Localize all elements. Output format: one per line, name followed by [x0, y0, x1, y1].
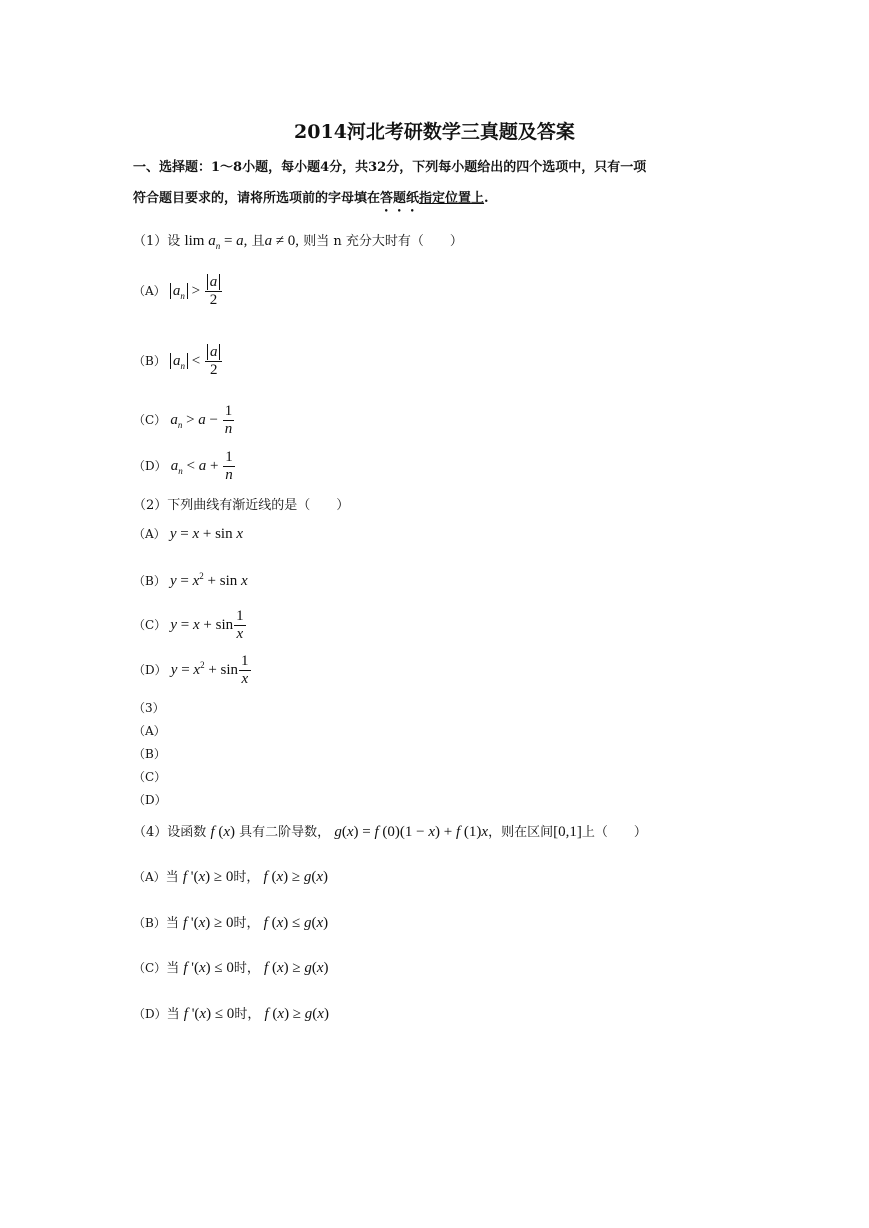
q3-option-c: （C）	[133, 770, 167, 784]
option-label: （D）	[133, 458, 167, 473]
question-1-stem-text: 设	[167, 234, 181, 249]
time-text: 时，	[233, 961, 260, 976]
q4-a-result: f (x) ≥ g(x)	[263, 869, 329, 885]
option-label: （A）	[133, 527, 166, 541]
when-text: 当	[165, 916, 179, 931]
q1-a-formula: $a_n$ > $\frac{a}{2}$	[170, 283, 223, 299]
q2-option-d	[133, 653, 252, 688]
q4-fx: f (x)	[210, 824, 236, 840]
time-text: 时，	[234, 1007, 261, 1022]
time-text: 时，	[233, 870, 260, 885]
q4-c-result: f (x) ≥ g(x)	[264, 960, 329, 976]
section-instructions-line1: 一、选择题：1～8小题，每小题4分，共32分，下列每小题给出的四个选项中，只有一项	[133, 160, 647, 175]
q2-option-c	[133, 608, 247, 643]
instructions-text: 符合题目要求的，请将所选项前的字母填在	[133, 191, 381, 206]
option-label: （A）	[133, 283, 166, 298]
option-label: （B）	[133, 916, 166, 930]
q4-option-c	[133, 957, 329, 977]
q3-option-b: （B）	[133, 747, 166, 761]
option-label: （C）	[133, 961, 167, 975]
q2-d-formula: $y = x^2 + \sin$ $\frac{1}{x}$	[170, 653, 249, 687]
question-1-stem	[133, 230, 463, 251]
q1-d-formula: $a_n < a$ + $\frac{1}{n}$	[170, 449, 233, 483]
q2-option-a	[133, 525, 243, 543]
q1-option-a	[133, 274, 223, 309]
instructions-period: .	[484, 191, 489, 206]
when-text: 当	[166, 1007, 180, 1022]
option-label: （C）	[133, 412, 167, 427]
q4-gx-formula: g(x) = f (0)(1 − x) + f (1)x	[334, 824, 489, 840]
question-4-stem	[133, 821, 647, 841]
q3-option-a: （A）	[133, 724, 166, 738]
q4-stem-d: 上（ ）	[581, 825, 647, 840]
question-3-label: （3）	[133, 701, 165, 715]
q1-stem-end: 则当 n 充分大时有（ ）	[303, 234, 463, 249]
section-instructions-line2	[133, 189, 489, 215]
q1-option-b	[133, 344, 223, 379]
q4-option-b	[133, 912, 328, 932]
q4-d-condition: f '(x) ≤ 0	[183, 1006, 235, 1022]
option-label: （A）	[133, 870, 166, 884]
q4-stem-c: ，则在区间	[488, 825, 554, 840]
q1-limit-formula: $\lim a_n = a$,	[184, 233, 248, 251]
q4-c-condition: f '(x) ≤ 0	[183, 960, 234, 976]
q4-option-a	[133, 866, 328, 886]
option-label: （C）	[133, 617, 167, 632]
q1-option-d	[133, 449, 236, 484]
q1-option-c	[133, 403, 235, 438]
option-label: （D）	[133, 1007, 167, 1021]
q3-option-d: （D）	[133, 793, 167, 807]
designated-position-text: 指定位置上	[419, 191, 485, 206]
question-2-stem	[133, 494, 349, 513]
question-2-stem-text: 下列曲线有渐近线的是（ ）	[167, 498, 350, 513]
q2-a-formula: y = x + sin x	[169, 526, 244, 542]
option-label: （B）	[133, 353, 166, 368]
q1-condition-formula: a ≠ 0,	[264, 233, 300, 249]
q4-b-condition: f '(x) ≥ 0	[182, 915, 234, 931]
q2-b-formula: $y = x^2 + \sin x$	[169, 571, 248, 589]
q4-stem-b: 具有二阶导数，	[239, 825, 331, 840]
q1-c-formula: $a_n > a$ − $\frac{1}{n}$	[170, 403, 233, 437]
q4-option-d	[133, 1003, 329, 1023]
q1-and-text: 且	[251, 234, 265, 249]
when-text: 当	[166, 961, 180, 976]
q4-interval: [0,1]	[553, 824, 582, 840]
option-label: （B）	[133, 574, 166, 588]
q4-stem-a: 设函数	[167, 825, 207, 840]
answer-sheet-emphasis: 答题纸	[380, 191, 420, 206]
q4-a-condition: f '(x) ≥ 0	[182, 869, 234, 885]
when-text: 当	[165, 870, 179, 885]
q2-c-formula: y = x + sin $\frac{1}{x}$	[170, 608, 244, 642]
q2-option-b	[133, 571, 248, 590]
page-title: 2014河北考研数学三真题及答案	[294, 121, 575, 143]
option-label: （D）	[133, 662, 167, 677]
question-4-label: （4）	[133, 825, 168, 840]
question-2-label: （2）	[133, 498, 168, 513]
time-text: 时，	[233, 916, 260, 931]
question-1-label: （1）	[133, 234, 168, 249]
q4-b-result: f (x) ≤ g(x)	[263, 915, 329, 931]
q1-b-formula: $a_n$ < $\frac{a}{2}$	[170, 353, 223, 369]
q4-d-result: f (x) ≥ g(x)	[264, 1006, 329, 1022]
